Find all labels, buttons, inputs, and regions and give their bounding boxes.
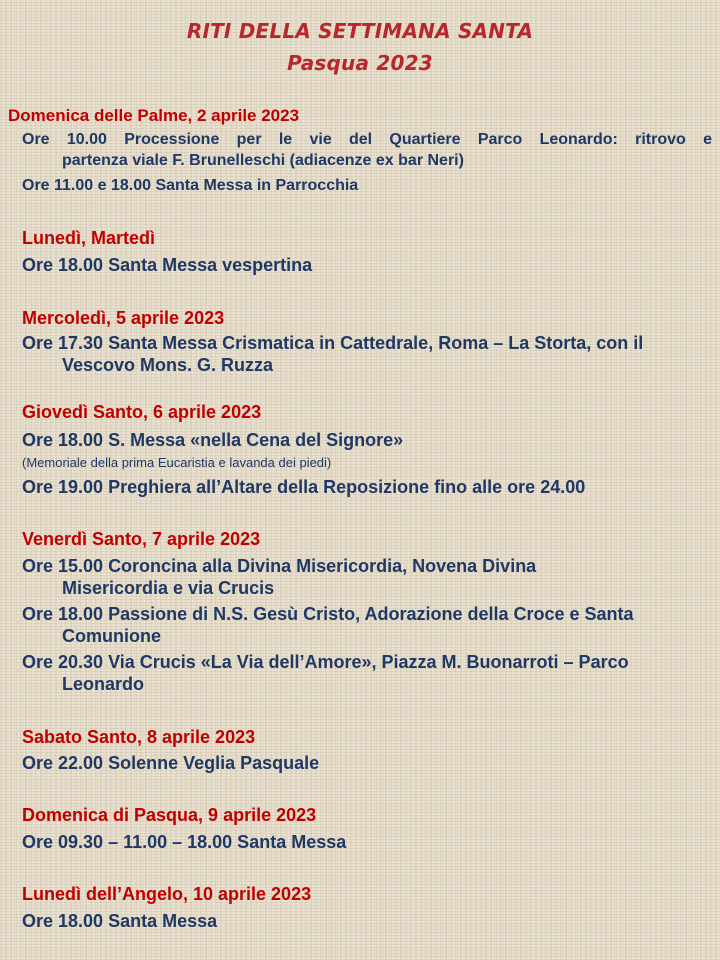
sabato-line-1: Ore 22.00 Solenne Veglia Pasquale [22, 753, 320, 773]
palme-line-1: Ore 10.00 Processione per le vie del Quartiere Parco Leonardo: ritrovo e [22, 131, 712, 148]
pasqua-line-1: Ore 09.30 – 11.00 – 18.00 Santa Messa [22, 832, 347, 852]
giovedi-line-2: Ore 19.00 Preghiera all’Altare della Reposizione fino alle ore 24.00 [22, 477, 586, 497]
venerdi-line-2: Ore 18.00 Passione di N.S. Gesù Cristo, Adorazione della Croce e Santa [22, 604, 634, 624]
venerdi-line-3-cont: Leonardo [62, 674, 145, 694]
heading-venerdi: Venerdì Santo, 7 aprile 2023 [22, 529, 261, 549]
venerdi-line-1: Ore 15.00 Coroncina alla Divina Misericordia, Novena Divina [22, 556, 537, 576]
palme-line-1-cont: partenza viale F. Brunelleschi (adiacenze ex bar Neri) [62, 152, 464, 169]
venerdi-line-2-cont: Comunione [62, 626, 161, 646]
lunmar-line-1: Ore 18.00 Santa Messa vespertina [22, 255, 313, 275]
heading-lunedi-martedi: Lunedì, Martedì [22, 228, 156, 248]
heading-mercoledi: Mercoledì, 5 aprile 2023 [22, 308, 225, 328]
giovedi-line-1: Ore 18.00 S. Messa «nella Cena del Signore» [22, 430, 404, 450]
page-title: RITI DELLA SETTIMANA SANTA [186, 19, 534, 43]
page-subtitle: Pasqua 2023 [287, 51, 433, 75]
angelo-line-1: Ore 18.00 Santa Messa [22, 911, 218, 931]
mercoledi-line-1: Ore 17.30 Santa Messa Crismatica in Cattedrale, Roma – La Storta, con il [22, 333, 644, 353]
heading-angelo: Lunedì dell’Angelo, 10 aprile 2023 [22, 884, 312, 904]
giovedi-note: (Memoriale della prima Eucaristia e lavanda dei piedi) [22, 455, 332, 470]
heading-palme: Domenica delle Palme, 2 aprile 2023 [8, 106, 300, 125]
heading-pasqua: Domenica di Pasqua, 9 aprile 2023 [22, 805, 317, 825]
palme-line-2: Ore 11.00 e 18.00 Santa Messa in Parrocchia [22, 177, 359, 194]
heading-sabato: Sabato Santo, 8 aprile 2023 [22, 727, 256, 747]
mercoledi-line-1-cont: Vescovo Mons. G. Ruzza [62, 355, 274, 375]
venerdi-line-3: Ore 20.30 Via Crucis «La Via dell’Amore», Piazza M. Buonarroti – Parco [22, 652, 629, 672]
venerdi-line-1-cont: Misericordia e via Crucis [62, 578, 275, 598]
heading-giovedi: Giovedì Santo, 6 aprile 2023 [22, 402, 262, 422]
